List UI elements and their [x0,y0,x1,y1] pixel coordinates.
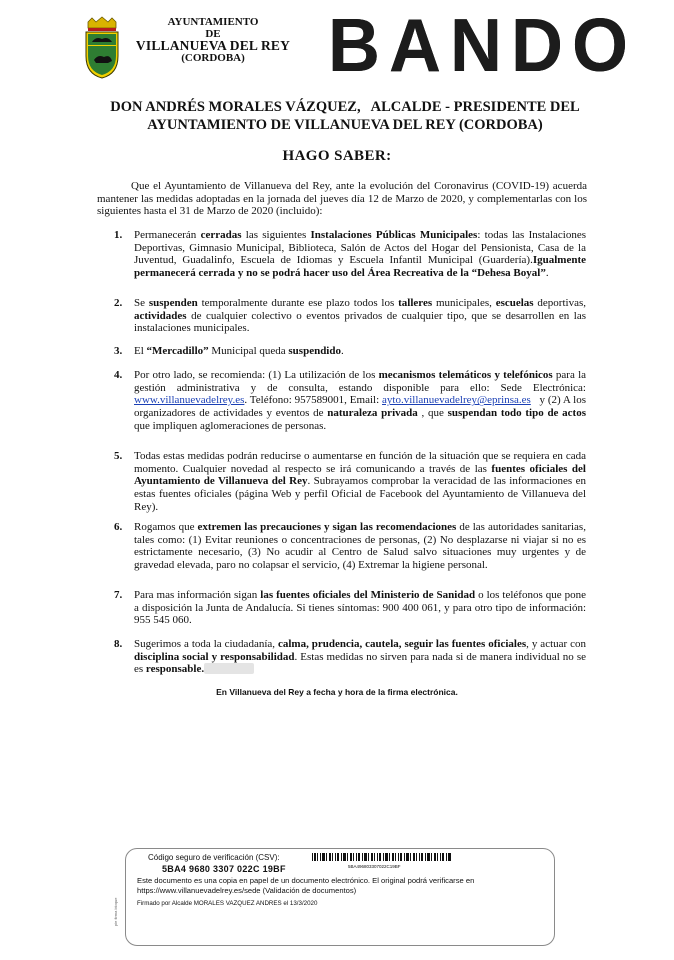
item-bold: disciplina social y responsabilidad [134,650,295,663]
csv-text-line-2: https://www.villanuevadelrey.es/sede (Validación de documentos) [137,886,357,895]
item-text: . [545,267,549,280]
item-text: Para mas información sigan [134,589,261,601]
municipio-label: VILLANUEVA DEL REY [135,38,291,53]
item-text: de cualquier colectivo o eventos privados de cualquier tipo, que se desarrollen en las instalaciones municipales. [134,309,586,335]
item-bold: fuentes oficiales del Ayuntamiento de Villanueva del Rey [134,462,586,488]
bando-title: BANDO [328,4,637,89]
csv-signed-by: Firmado por Alcalde MORALES VAZQUEZ ANDRES el 13/3/2020 [137,900,318,907]
item-bold: mecanismos telemáticos y telefónicos [378,369,553,381]
item-text: , que [417,407,448,420]
hago-saber-heading: HAGO SABER: [282,148,392,164]
item-bold: extremen las precauciones y sigan las recomendaciones [197,521,457,533]
item-number: 4. [114,369,123,381]
list-item [114,521,586,572]
item-number: 6. [114,521,123,533]
item-bold: suspenden [148,297,198,309]
item-text: deportivas, [533,297,586,309]
list-item [114,369,589,433]
csv-description [137,876,537,896]
item-text: Permanecerán [134,229,201,241]
item-text: Sugerimos a toda la ciudadanía, [134,638,278,650]
item-bold: Instalaciones Públicas Municipales [310,229,478,241]
item-text: Por otro lado, se recomienda: (1) La utilización de los [134,369,379,381]
item-bold: calma, prudencia, cautela, seguir las fuentes oficiales [277,638,527,650]
item-number: 2. [114,297,123,309]
item-text: , y actuar con [526,638,587,650]
item-text: Todas estas medidas podrán reducirse o aumentarse en función de la situación que se requiera en cada momento. Cualquier novedad al respecto se irá comunicando a través de las [134,450,586,475]
item-bold: naturaleza privada [327,407,418,420]
bando-banner [325,4,640,89]
item-bold: Igualmente permanecerá cerrada y no se podrá hacer uso del Área Recreativa de la “Dehesa Boyal” [134,254,586,280]
side-margin-text: pie firma bloque [113,897,118,926]
item-bold: actividades [134,309,187,322]
barcode-code: 5BA496803307022C19BF [348,864,401,869]
item-bold: suspendan todo tipo de actos [447,407,586,420]
item-bold: talleres [398,297,433,309]
list-item [114,229,587,280]
redacted-signature [204,663,254,674]
list-item [114,345,586,358]
csv-label: Código seguro de verificación (CSV): [148,853,280,862]
item-text: municipales, [432,297,496,309]
website-link[interactable]: www.villanuevadelrey.es [134,394,245,407]
item-bold: responsable. [145,663,205,676]
item-number: 1. [114,229,123,241]
title-line-2: AYUNTAMIENTO DE VILLANUEVA DEL REY (CORDOBA) [147,117,543,133]
item-text: que impliquen aglomeraciones de personas. [134,419,327,432]
municipal-crest-icon [82,16,122,80]
document-title [60,98,630,134]
item-bold: las fuentes oficiales del Ministerio de Sanidad [260,589,476,601]
item-number: 5. [114,450,123,462]
item-text: de las autoridades sanitarias, tales como: (1) Evitar reuniones o concentraciones de personas, (2) No desplazarse ni viajar si no es estrictamente necesario, (3) No acudir al Centro de Salud salvo situaciones muy urgentes y de gravedad elevada, paro no colapsar el servicio, (4) Extremar la higiene personal. [134,521,586,572]
item-text: las siguientes [241,229,311,241]
item-text: El [134,345,147,357]
ayuntamiento-heading [128,16,298,64]
csv-code: 5BA4 9680 3307 022C 19BF [162,864,286,874]
item-text: Municipal queda [208,345,289,357]
list-item [114,638,587,676]
item-text: : todas las Instalaciones Deportivas, Gimnasio Municipal, Biblioteca, Salón de Actos del Hogar del Pensionista, Casa de la Juventud, Guadalinfo, Escuela de Idiomas y Escuela Infantil Municipal (Guardería). [134,229,587,267]
item-bold: escuelas [495,297,534,309]
item-text: . Subrayamos comprobar la veracidad de las informaciones en estas fuentes oficiales (página Web y perfil Oficial de Facebook del Ayuntamiento de Villanueva del Rey). [134,475,586,513]
list-item [114,589,586,627]
item-bold: “Mercadillo” [146,345,209,357]
item-text: Rogamos que [134,521,198,533]
item-bold: cerradas [200,229,242,241]
ayuntamiento-label: AYUNTAMIENTO [167,16,259,28]
item-number: 8. [114,638,123,650]
title-line-1: DON ANDRÉS MORALES VÁZQUEZ, ALCALDE - PRESIDENTE DEL [110,99,580,115]
item-text: . Estas medidas no sirven para nada si de manera individual no se es [134,650,586,676]
csv-text-line-1: Este documento es una copia en papel de un documento electrónico. El original podrá verificarse en [137,876,475,885]
email-link[interactable]: ayto.villanuevadelrey@eprinsa.es [382,394,531,407]
item-text: . [340,345,344,357]
provincia-label: (CORDOBA) [181,52,245,64]
item-text: para la gestión administrativa y de consulta, estando disponible para ello: Sede Electrónica: [134,369,587,394]
signature-date-line: En Villanueva del Rey a fecha y hora de la firma electrónica. [216,687,458,697]
barcode-icon [312,853,452,861]
item-text: . Teléfono: 957589001, Email: [244,394,383,407]
list-item [114,450,586,514]
item-text: o los teléfonos que pone a disposición la Junta de Andalucía. Si tienes síntomas: 900 400 061, y para otro tipo de información: 955 545 060. [134,589,586,627]
item-bold: suspendido [288,345,341,357]
list-item [114,297,586,335]
de-label: DE [205,28,221,40]
item-text: temporalmente durante ese plazo todos los [197,297,399,309]
item-text: Se [134,297,149,309]
item-text: y (2) A los organizadores de actividades y eventos de [134,394,589,420]
item-number: 7. [114,589,123,601]
intro-paragraph: Que el Ayuntamiento de Villanueva del Rey, ante la evolución del Coronavirus (COVID-19) acuerda mantener las medidas adoptadas en la jornada del jueves día 12 de Marzo de 2020, y complementarlas con los siguientes hasta el 31 de Marzo de 2020 (incluido): [97,180,587,218]
item-number: 3. [114,345,123,357]
csv-verification-box [125,848,555,946]
